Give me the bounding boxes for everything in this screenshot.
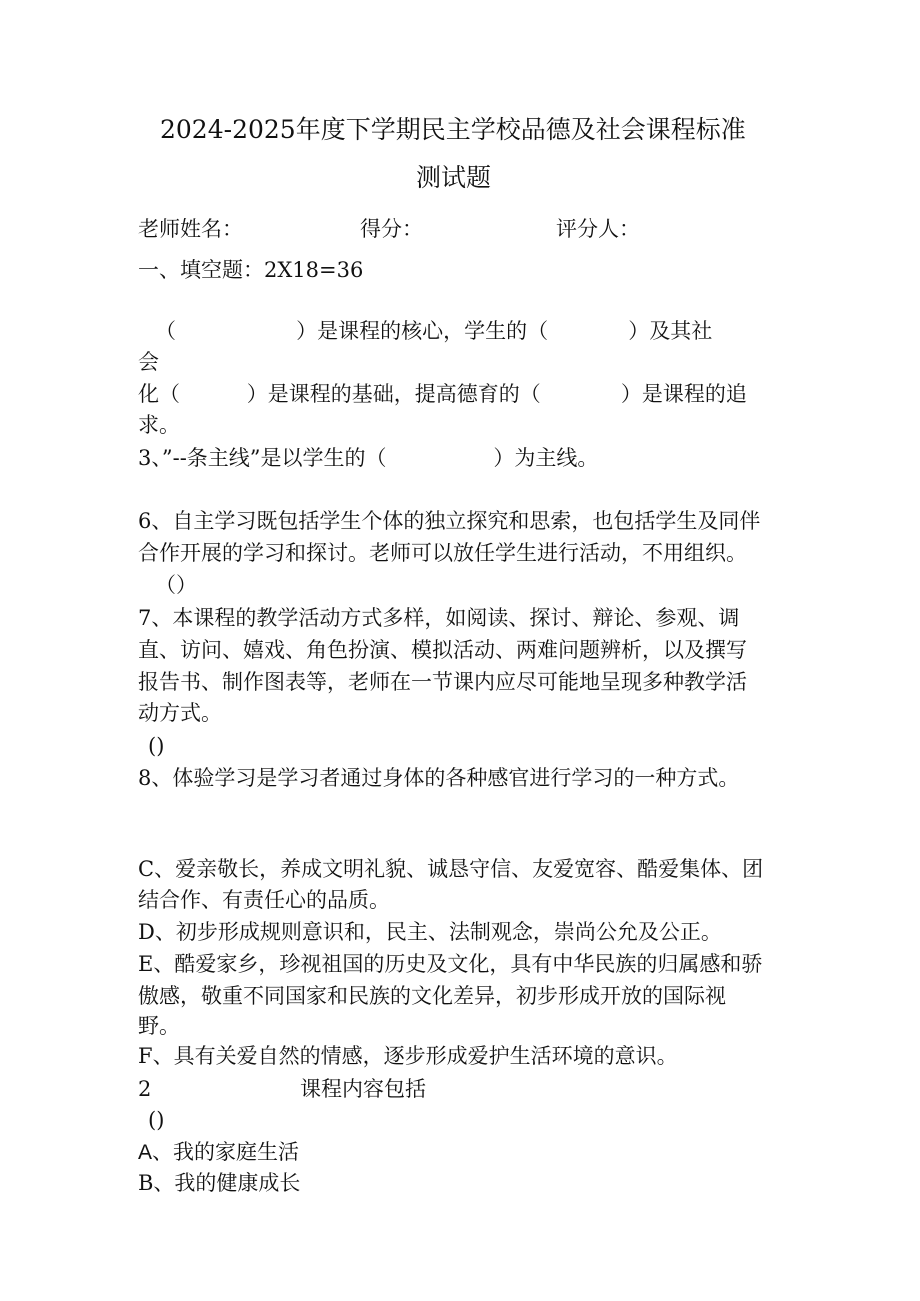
objective-e-line: E、酷爱家乡，珍视祖国的历史及文化，具有中华民族的归属感和骄 xyxy=(138,952,763,976)
objective-e-line: 野。 xyxy=(138,1014,180,1038)
question-6-line: 合作开展的学习和探讨。老师可以放任学生进行活动，不用组织。 xyxy=(138,541,747,565)
option-a xyxy=(138,1139,299,1166)
fill-question-line: 会 xyxy=(138,350,159,374)
question-7-line: 动方式。 xyxy=(138,701,222,725)
answer-paren: () xyxy=(148,734,165,758)
grader-label: 评分人： xyxy=(556,217,640,241)
option-a-text: 、我的家庭生活 xyxy=(152,1140,300,1164)
answer-paren: () xyxy=(148,1108,165,1132)
section-heading: 一、填空题：2X18=36 xyxy=(138,258,364,282)
answer-paren: （） xyxy=(155,573,197,597)
fill-question-line: 化（ ）是课程的基础，提高德育的（ ）是课程的追 xyxy=(138,382,747,406)
question-3: 3、”--条主线”是以学生的（ ）为主线。 xyxy=(138,446,599,470)
question-6-line: 6、自主学习既包括学生个体的独立探究和思索，也包括学生及同伴 xyxy=(138,509,761,533)
question-2-number: 2 xyxy=(138,1077,152,1101)
objective-e-line: 傲感，敬重不同国家和民族的文化差异，初步形成开放的国际视 xyxy=(138,984,726,1008)
question-7-line: 报告书、制作图表等，老师在一节课内应尽可能地呈现多种教学活 xyxy=(138,670,747,694)
question-2-text: 课程内容包括 xyxy=(300,1077,426,1101)
question-8: 8、体验学习是学习者通过身体的各种感官进行学习的一种方式。 xyxy=(138,766,740,790)
objective-f: F、具有关爱自然的情感，逐步形成爱护生活环境的意识。 xyxy=(138,1044,678,1068)
score-label: 得分： xyxy=(360,217,423,241)
fill-question-line: 求。 xyxy=(138,413,180,437)
question-7-line: 7、本课程的教学活动方式多样，如阅读、探讨、辩论、参观、调 xyxy=(138,606,740,630)
option-a-letter: A xyxy=(138,1141,153,1164)
option-b: B、我的健康成长 xyxy=(138,1171,301,1195)
objective-c-line: 结合作、有责任心的品质。 xyxy=(138,888,390,912)
objective-d: D、初步形成规则意识和，民主、法制观念，崇尚公允及公正。 xyxy=(138,920,722,944)
question-7-line: 直、访问、嬉戏、角色扮演、模拟活动、两难问题辨析，以及撰写 xyxy=(138,638,747,662)
teacher-name-label: 老师姓名： xyxy=(138,217,243,241)
objective-c-line: C、爱亲敬长，养成文明礼貌、诚恳守信、友爱宽容、酷爱集体、团 xyxy=(138,857,764,881)
fill-question-line: （ ）是课程的核心，学生的（ ）及其社 xyxy=(155,319,713,343)
title-line-2: 测试题 xyxy=(416,163,492,192)
title-line-1: 2024-2025年度下学期民主学校品德及社会课程标准 xyxy=(160,115,746,144)
